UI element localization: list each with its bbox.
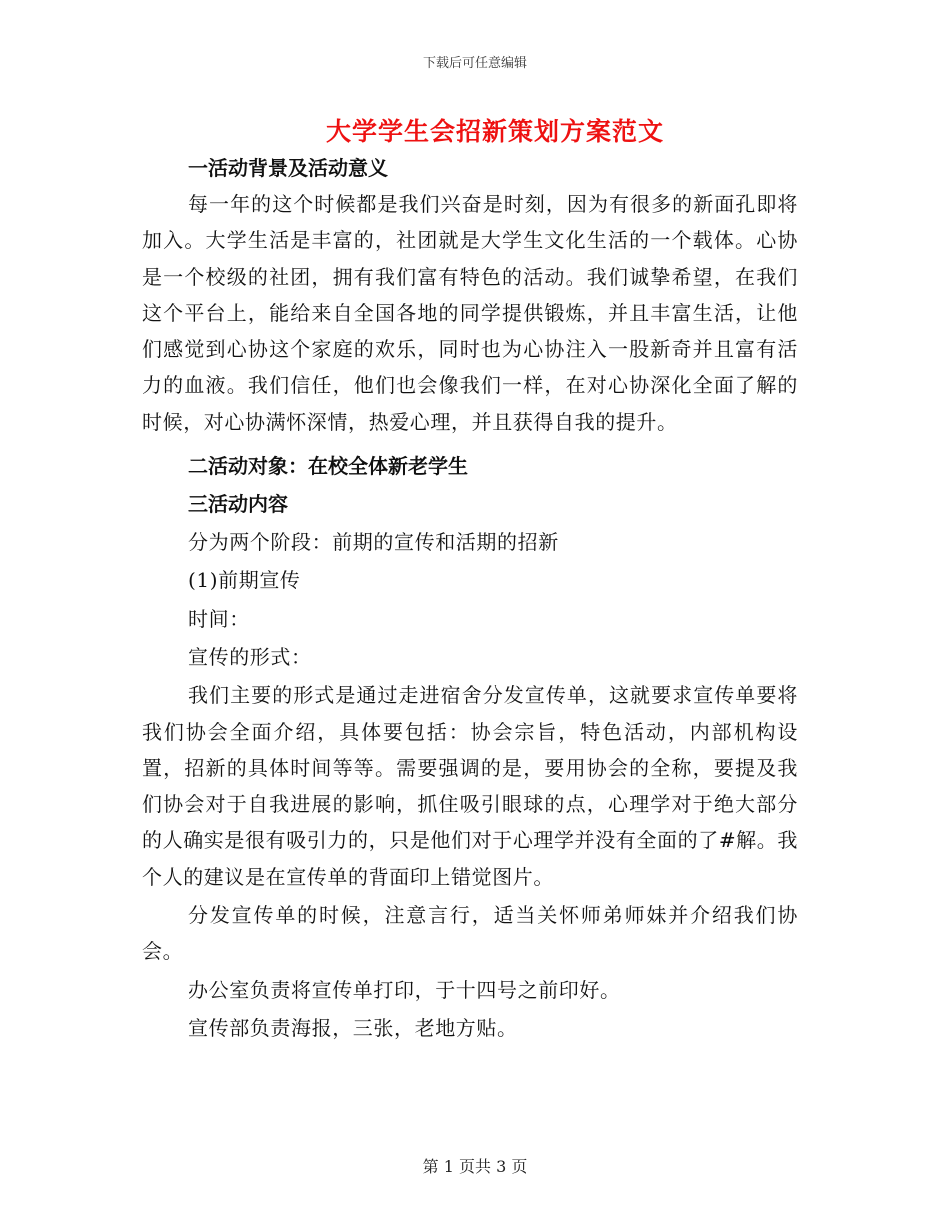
paragraph-publicity: 宣传部负责海报，三张，老地方贴。 bbox=[188, 1015, 518, 1040]
document-title: 大学学生会招新策划方案范文 bbox=[325, 117, 664, 146]
text-line-phases: 分为两个阶段：前期的宣传和活期的招新 bbox=[188, 530, 559, 555]
text-line-pre-promotion: (1)前期宣传 bbox=[188, 568, 301, 593]
section-heading-target: 二活动对象：在校全体新老学生 bbox=[188, 454, 468, 479]
paragraph-distribution: 分发宣传单的时候，注意言行，适当关怀师弟师妹并介绍我们协会。 bbox=[142, 903, 798, 964]
paragraph-background: 每一年的这个时候都是我们兴奋是时刻，因为有很多的新面孔即将加入。大学生活是丰富的，社团就是大学生文化生活的一个载体。心协是一个校级的社团，拥有我们富有特色的活动。我们诚挚希望，在我们这个平台上，能给来自全国各地的同学提供锻炼，并且丰富生活，让他们感觉到心协这个家庭的欢乐，同时也为心协注入一股新奇并且富有活力的血液。我们信任，他们也会像我们一样，在对心协深化全面了解的时候，对心协满怀深情，热爱心理，并且获得自我的提升。 bbox=[142, 192, 798, 434]
text-line-time: 时间： bbox=[188, 606, 250, 631]
header-note: 下载后可任意编辑 bbox=[422, 56, 527, 71]
paragraph-office: 办公室负责将宣传单打印，于十四号之前印好。 bbox=[188, 977, 621, 1002]
document-body bbox=[142, 150, 798, 1046]
section-heading-background: 一活动背景及活动意义 bbox=[188, 156, 388, 180]
paragraph-leaflet: 我们主要的形式是通过走进宿舍分发宣传单，这就要求宣传单要将我们协会全面介绍，具体要包括：协会宗旨，特色活动，内部机构设置，招新的具体时间等等。需要强调的是，要用协会的全称，要提及我们协会对于自我进展的影响，抓住吸引眼球的点，心理学对于绝大部分的人确实是很有吸引力的，只是他们对于心理学并没有全面的了#解。我个人的建议是在宣传单的背面印上错觉图片。 bbox=[142, 683, 798, 889]
page-number: 第 1 页共 3 页 bbox=[422, 1157, 528, 1176]
section-heading-content: 三活动内容 bbox=[188, 492, 288, 517]
text-line-promotion-form: 宣传的形式： bbox=[188, 644, 312, 669]
